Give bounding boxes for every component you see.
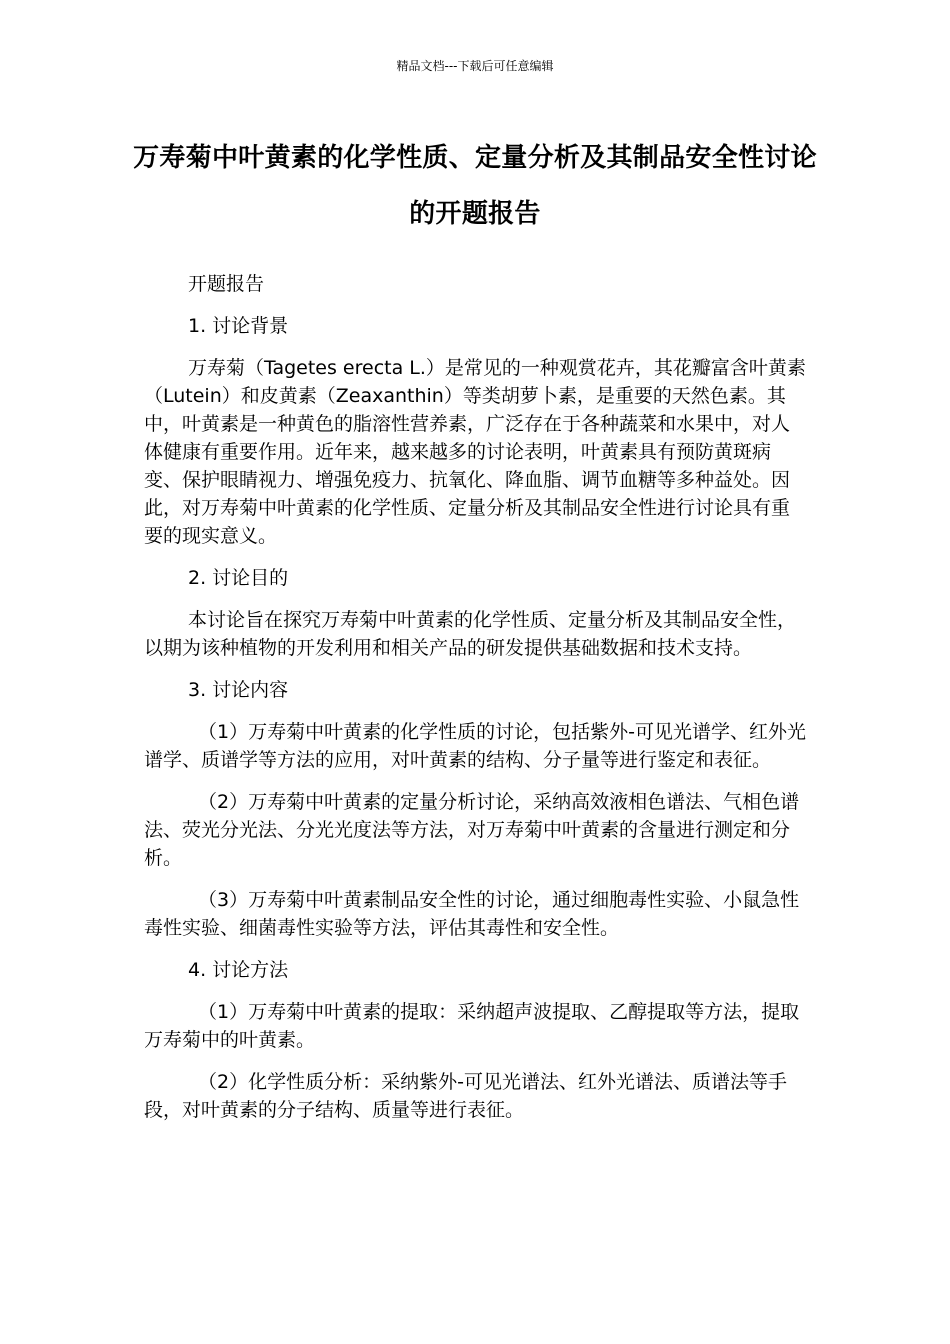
paragraph-purpose: 本讨论旨在探究万寿菊中叶黄素的化学性质、定量分析及其制品安全性，以期为该种植物的开发利用和相关产品的研发提供基础数据和技术支持。 (144, 609, 797, 659)
method-item-1: （1）万寿菊中叶黄素的提取：采纳超声波提取、乙醇提取等方法，提取万寿菊中的叶黄素。 (144, 1001, 800, 1051)
document-title: 万寿菊中叶黄素的化学性质、定量分析及其制品安全性讨论的开题报告 (133, 143, 817, 229)
document-body (144, 270, 808, 1138)
section-heading-methods: 4. 讨论方法 (188, 959, 289, 981)
paragraph-background: 万寿菊（Tagetes erecta L.）是常见的一种观赏花卉，其花瓣富含叶黄素（Lutein）和皮黄素（Zeaxanthin）等类胡萝卜素，是重要的天然色素。其中，叶黄素是一种黄色的脂溶性营养素，广泛存在于各种蔬菜和水果中，对人体健康有重要作用。近年来，越来越多的讨论表明，叶黄素具有预防黄斑病变、保护眼睛视力、增强免疫力、抗氧化、降血脂、调节血糖等多种益处。因此，对万寿菊中叶黄素的化学性质、定量分析及其制品安全性进行讨论具有重要的现实意义。 (144, 357, 806, 547)
section-label: 开题报告 (188, 273, 265, 295)
content-item-2: （2）万寿菊中叶黄素的定量分析讨论，采纳高效液相色谱法、气相色谱法、荧光分光法、分光光度法等方法，对万寿菊中叶黄素的含量进行测定和分析。 (144, 791, 800, 869)
content-item-3: （3）万寿菊中叶黄素制品安全性的讨论，通过细胞毒性实验、小鼠急性毒性实验、细菌毒性实验等方法，评估其毒性和安全性。 (144, 889, 800, 939)
section-heading-content: 3. 讨论内容 (188, 679, 289, 701)
section-heading-background: 1. 讨论背景 (188, 315, 289, 337)
method-item-2: （2）化学性质分析：采纳紫外-可见光谱法、红外光谱法、质谱法等手段，对叶黄素的分子结构、质量等进行表征。 (144, 1071, 787, 1121)
content-item-1: （1）万寿菊中叶黄素的化学性质的讨论，包括紫外-可见光谱学、红外光谱学、质谱学等方法的应用，对叶黄素的结构、分子量等进行鉴定和表征。 (144, 721, 806, 771)
header-watermark: 精品文档---下载后可任意编辑 (396, 59, 554, 73)
section-heading-purpose: 2. 讨论目的 (188, 567, 289, 589)
